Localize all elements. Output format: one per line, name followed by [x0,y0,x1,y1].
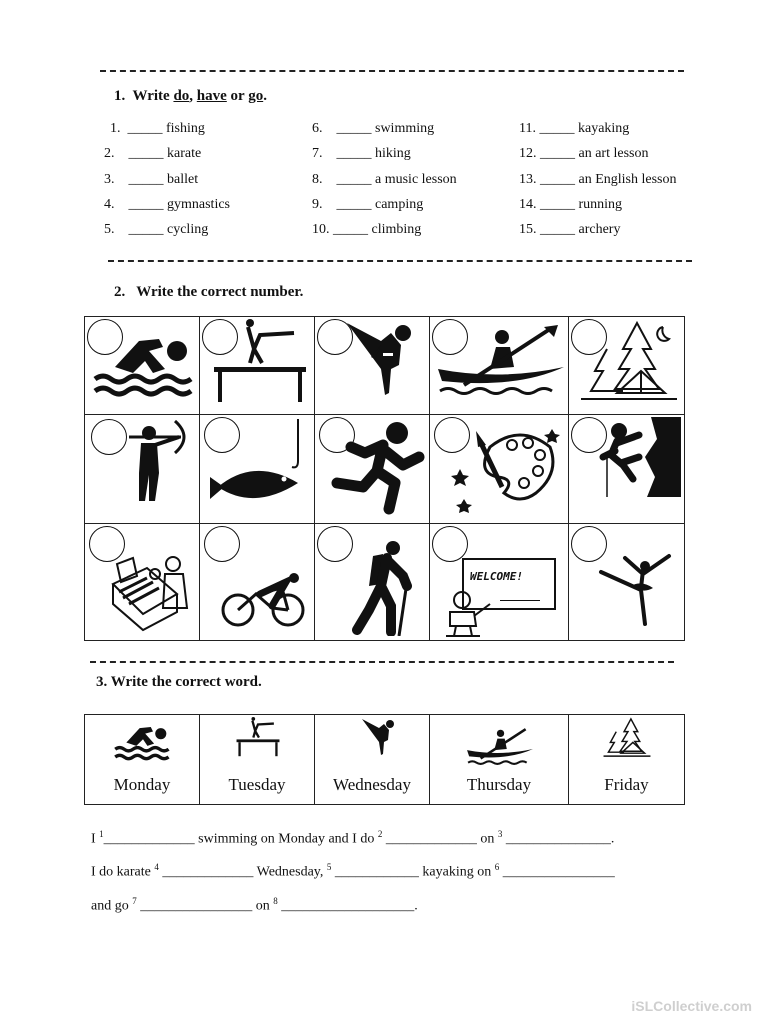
exercise-15: 15. _____ archery [519,222,621,237]
answer-circle[interactable] [91,419,127,455]
grid-cell-kayaking [429,316,569,415]
ballet-icon [595,552,679,628]
whiteboard-text: WELCOME! [470,570,523,583]
day-cell-monday [84,714,200,805]
grid-cell-gymnastics [199,316,315,415]
exercise-6: 6. _____ swimming [312,121,435,136]
archery-icon [125,419,195,519]
section1-title: Write [132,88,174,104]
day-label-friday: Friday [604,775,649,794]
day-label-thursday: Thursday [466,775,532,794]
grid-cell-running [314,414,430,524]
word-do: do [173,88,190,104]
word-go: go [248,88,264,104]
exercise-7: 7. _____ hiking [312,146,411,161]
section3-heading: 3. Write the correct word. [96,674,262,690]
grid-cell-hiking [314,523,430,641]
separator-middle [108,260,692,262]
grid-cell-archery [84,414,200,524]
gymnastics-icon [210,319,310,409]
fishing-icon [210,419,310,509]
day-label-wednesday: Wednesday [333,775,411,794]
gymnastics-icon [230,717,286,759]
exercise-8: 8. _____ a music lesson [312,172,457,187]
running-icon [327,417,427,517]
kayaking-icon [466,727,534,769]
day-cell-friday [568,714,685,805]
word-or: or [226,88,249,104]
answer-circle[interactable] [204,526,240,562]
grid-cell-cycling [199,523,315,641]
exercise-14: 14. _____ running [519,197,623,212]
answer-circle[interactable] [432,526,468,562]
word-have: have [196,88,227,104]
grid-cell-karate [314,316,430,415]
climbing-icon [599,417,683,501]
exercise-5: 5. _____ cycling [104,222,209,237]
art-lesson-icon [450,423,566,519]
day-cell-wednesday [314,714,430,805]
kayaking-icon [436,325,566,405]
grid-cell-camping [568,316,685,415]
grid-cell-climbing [568,414,685,524]
separator-lower [90,661,674,663]
cycling-icon [220,572,310,628]
grid-cell-art-lesson [429,414,569,524]
grid-cell-music-lesson [84,523,200,641]
exercise-12: 12. _____ an art lesson [519,146,649,161]
grid-cell-ballet [568,523,685,641]
day-label-tuesday: Tuesday [228,775,286,794]
exercise-2: 2. _____ karate [104,146,202,161]
section1-number: 1. [114,88,126,104]
exercise-9: 9. _____ camping [312,197,424,212]
swimming-icon [107,717,179,767]
swimming-icon [93,321,197,411]
teacher-icon [440,590,492,638]
karate-icon [359,717,399,763]
separator-top [100,70,684,72]
exercise-1: 1. _____ fishing [110,121,205,136]
period: . [263,88,267,104]
sentence-line-3: and go $^7$ ________________ on $^8$ ___________________. [91,896,418,914]
sentence-line-2: I do karate $^4$ _____________ Wednesday, $^5$ ____________ kayaking on $^6$ ________________ [91,862,615,880]
exercise-11: 11. _____ kayaking [519,121,630,136]
day-label-monday: Monday [113,775,171,794]
grid-cell-fishing [199,414,315,524]
music-lesson-icon [107,554,197,636]
exercise-4: 4. _____ gymnastics [104,197,230,212]
grid-cell-english-lesson [429,523,569,641]
watermark: iSLCollective.com [631,998,752,1014]
karate-icon [341,319,421,411]
section2-heading: 2. Write the correct number. [114,284,304,300]
section1-heading [114,88,267,105]
day-cell-thursday [429,714,569,805]
day-cell-tuesday [199,714,315,805]
exercise-10: 10. _____ climbing [312,222,422,237]
exercise-13: 13. _____ an English lesson [519,172,677,187]
grid-cell-swimming [84,316,200,415]
comma: , [189,88,194,104]
camping-icon [577,319,681,409]
hiking-icon [347,540,419,636]
sentence-line-1: I $^1$_____________ swimming on Monday and I do $^2$ _____________ on $^3$ _______________. [91,829,615,847]
camping-icon [601,717,653,761]
exercise-3: 3. _____ ballet [104,172,199,187]
